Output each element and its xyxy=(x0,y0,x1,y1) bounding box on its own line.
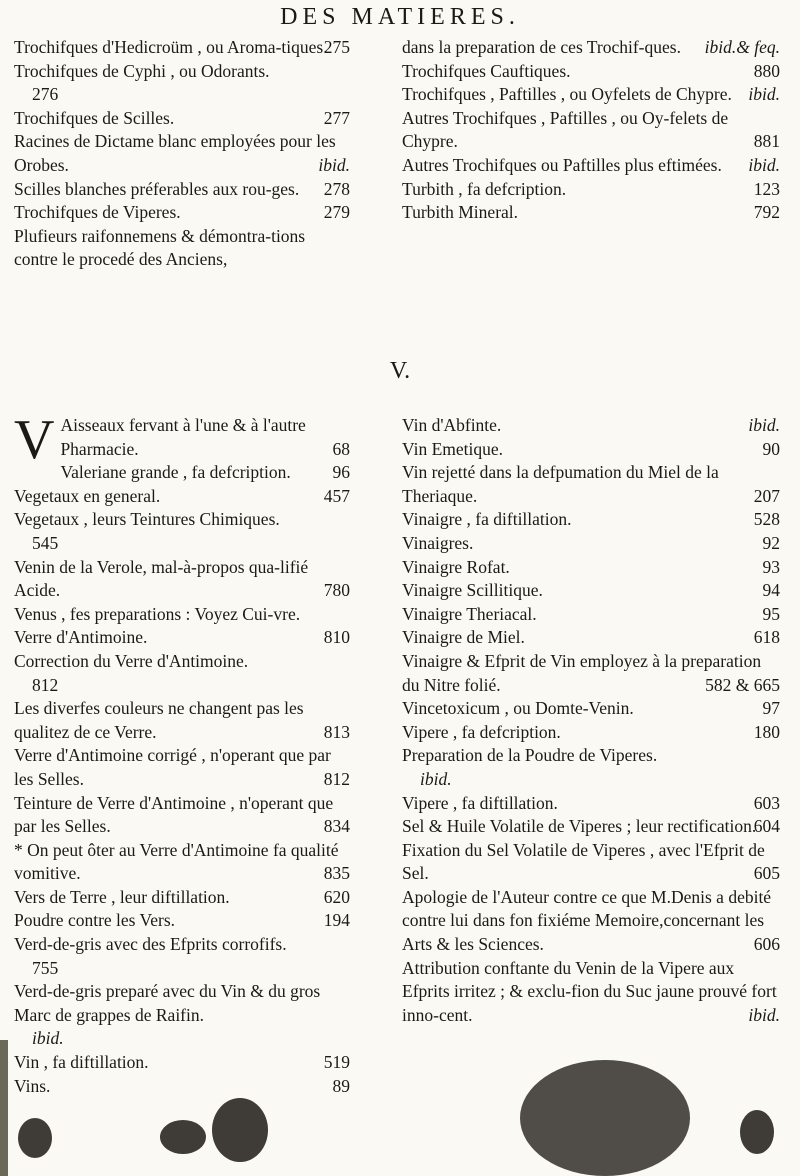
index-entry-page-ref: 93 xyxy=(762,556,780,577)
index-entry xyxy=(14,650,350,697)
index-entry-text: Vegetaux en general. xyxy=(14,485,161,506)
index-entry xyxy=(402,556,780,580)
page-edge-shadow xyxy=(0,1040,8,1176)
index-entry xyxy=(14,178,350,202)
index-entry xyxy=(402,438,780,462)
index-entry xyxy=(14,201,350,225)
index-entry xyxy=(14,225,350,272)
index-entry xyxy=(402,697,780,721)
index-entry xyxy=(14,485,350,509)
index-entry-text: Aisseaux fervant à l'une & à l'autre Pharmacie. xyxy=(60,415,306,459)
index-entry-page-ref: 180 xyxy=(753,721,780,742)
index-entry xyxy=(14,36,350,60)
index-entry-page-ref: 68 xyxy=(332,438,350,459)
index-entry-text: Trochifques Cauftiques. xyxy=(402,60,571,81)
index-entry-text: Vin rejetté dans la defpumation du Miel de la Theriaque. xyxy=(402,462,719,506)
index-entry-page-ref: 582 & 665 xyxy=(705,674,780,695)
index-entry-text: Valeriane grande , fa defcription. xyxy=(60,462,291,483)
index-entry-page-ref: 880 xyxy=(753,60,780,81)
index-entry xyxy=(14,60,350,107)
index-entry-text: Vincetoxicum , ou Domte-Venin. xyxy=(402,698,634,719)
index-entry-page-ref: ibid. xyxy=(748,415,780,435)
index-entry-page-ref: 90 xyxy=(762,438,780,459)
index-entry-page-ref: 94 xyxy=(762,580,780,601)
index-entry-text: Vegetaux , leurs Teintures Chimiques. xyxy=(14,509,280,530)
index-entry-page-ref: 810 xyxy=(323,627,350,648)
index-entry-text: Vinaigre de Miel. xyxy=(402,627,525,648)
index-entry xyxy=(402,886,780,957)
index-entry-text: Vinaigres. xyxy=(402,532,474,553)
index-entry-page-ref: 792 xyxy=(753,202,780,223)
index-entry-page-ref: 606 xyxy=(753,934,780,955)
index-entry-page-ref: 276 xyxy=(32,84,59,105)
index-entry-page-ref: 881 xyxy=(753,131,780,152)
index-entry-page-ref: 812 xyxy=(323,768,350,789)
index-entry xyxy=(402,532,780,556)
index-entry-text: Correction du Verre d'Antimoine. xyxy=(14,650,249,671)
index-entry xyxy=(14,744,350,791)
index-entry xyxy=(402,60,780,84)
index-entry-page-ref: 95 xyxy=(762,603,780,624)
index-entry-page-ref: 457 xyxy=(323,485,350,506)
index-entry xyxy=(14,409,350,471)
index-entry-text: Vinaigre Scillitique. xyxy=(402,580,543,601)
index-entry-page-ref: 835 xyxy=(323,863,350,884)
index-entry xyxy=(14,980,350,1051)
index-entry xyxy=(14,697,350,744)
index-entry xyxy=(14,1075,350,1099)
index-entry xyxy=(14,933,350,980)
index-entry xyxy=(402,178,780,202)
index-entry-page-ref: 780 xyxy=(323,580,350,601)
index-entry-text: Verd-de-gris avec des Efprits corrofifs. xyxy=(14,934,287,955)
index-entry-text: Trochifques d'Hedicroüm , ou Aroma-tiques. xyxy=(14,37,328,57)
index-entry-page-ref: 528 xyxy=(753,509,780,530)
index-entry-page-ref: 618 xyxy=(753,627,780,648)
index-entry-text: Vipere , fa defcription. xyxy=(402,721,561,742)
index-entry xyxy=(402,83,780,107)
index-entry-page-ref: 519 xyxy=(323,1052,350,1073)
index-entry-page-ref: ibid. xyxy=(748,84,780,105)
index-entry-text: Vin Emetique. xyxy=(402,438,504,459)
index-entry xyxy=(402,721,780,745)
index-entry-text: Vinaigre Theriacal. xyxy=(402,603,537,624)
index-entry xyxy=(402,508,780,532)
index-entry-text: Turbith , fa defcription. xyxy=(402,178,567,199)
ink-stain xyxy=(740,1110,774,1154)
index-entry-text: Sel & Huile Volatile de Viperes ; leur rectification. xyxy=(402,816,757,837)
index-entry-text: Vipere , fa diftillation. xyxy=(402,792,558,813)
index-entry-text: Poudre contre les Vers. xyxy=(14,910,176,931)
index-entry xyxy=(402,579,780,603)
index-entry-page-ref: 92 xyxy=(762,532,780,553)
index-entry-text: Turbith Mineral. xyxy=(402,202,519,223)
index-entry-page-ref: ibid. xyxy=(420,768,452,789)
index-entry xyxy=(402,650,780,697)
index-entry-page-ref: 207 xyxy=(753,485,780,506)
index-entry-text: Venin de la Verole, mal-à-propos qua-lifié Acide. xyxy=(14,556,309,601)
section-heading xyxy=(0,358,800,385)
index-entry xyxy=(402,839,780,886)
header-title: DES MATIERES. xyxy=(280,4,520,30)
index-entry-text: * On peut ôter au Verre d'Antimoine fa qualité vomitive. xyxy=(14,839,339,884)
index-entry xyxy=(402,154,780,178)
drop-cap-letter: V xyxy=(14,409,55,471)
ink-stain xyxy=(18,1118,52,1158)
index-column-bottom-left xyxy=(14,409,350,1098)
index-entry xyxy=(402,414,780,438)
index-entry-text: Autres Trochifques ou Paftilles plus eftimées. xyxy=(402,154,722,175)
index-entry xyxy=(14,556,350,603)
index-entry-page-ref: ibid. xyxy=(318,154,350,175)
index-entry xyxy=(14,508,350,555)
index-entry xyxy=(402,201,780,225)
index-entry-text: Autres Trochifques , Paftilles , ou Oy-felets de Chypre. xyxy=(402,107,729,152)
index-entry-page-ref: ibid. xyxy=(32,1028,64,1049)
index-entry-page-ref: 275 xyxy=(323,37,350,57)
index-entry-page-ref: 604 xyxy=(753,816,780,837)
index-entry xyxy=(14,909,350,933)
index-entry xyxy=(402,603,780,627)
index-entry-text: Racines de Dictame blanc employées pour les Orobes. xyxy=(14,131,336,175)
index-entry-page-ref: 123 xyxy=(753,178,780,199)
index-entry-page-ref: 545 xyxy=(32,532,59,553)
index-entry-text: Verd-de-gris preparé avec du Vin & du gros Marc de grappes de Raifin. xyxy=(14,981,321,1025)
index-entry xyxy=(402,744,780,791)
index-entry-page-ref: 278 xyxy=(323,178,350,199)
index-entry xyxy=(14,839,350,886)
index-entry-text: Trochifques , Paftilles , ou Oyfelets de Chypre. xyxy=(402,84,732,105)
ink-stain xyxy=(160,1120,206,1154)
index-entry-text: Les diverfes couleurs ne changent pas les qualitez de ce Verre. xyxy=(14,698,304,742)
index-entry-page-ref: 194 xyxy=(323,910,350,931)
index-entry-text: Plufieurs raifonnemens & démontra-tions contre le procedé des Anciens, xyxy=(14,225,306,270)
index-entry-text: dans la preparation de ces Trochif-ques. xyxy=(402,37,681,57)
index-entry-text: Vin , fa diftillation. xyxy=(14,1052,149,1073)
index-entry xyxy=(402,815,780,839)
index-entry-text: Verre d'Antimoine. xyxy=(14,627,148,648)
index-entry-page-ref: ibid.& feq. xyxy=(704,37,780,57)
index-entry xyxy=(14,603,350,627)
index-entry-page-ref: 812 xyxy=(32,674,59,695)
index-entry xyxy=(402,626,780,650)
index-entry xyxy=(14,1051,350,1075)
index-entry-page-ref: 96 xyxy=(332,462,350,483)
index-entry-page-ref: ibid. xyxy=(748,154,780,175)
index-entry-page-ref: 89 xyxy=(332,1075,350,1096)
ink-stain xyxy=(212,1098,268,1162)
index-entry-page-ref: 279 xyxy=(323,202,350,223)
index-entry-text: Trochifques de Cyphi , ou Odorants. xyxy=(14,60,270,81)
index-entry xyxy=(402,792,780,816)
index-entry-page-ref: 277 xyxy=(323,107,350,128)
index-entry xyxy=(14,626,350,650)
section-letter: V. xyxy=(389,358,411,384)
index-column-bottom-right xyxy=(402,414,780,1027)
index-entry-text: Trochifques de Viperes. xyxy=(14,202,181,223)
index-entry-text: Vins. xyxy=(14,1075,51,1096)
index-entry-text: Vinaigre Rofat. xyxy=(402,556,510,577)
index-entry-text: Scilles blanches préferables aux rou-ges. xyxy=(14,178,300,199)
index-column-top-left xyxy=(14,36,350,272)
index-entry-page-ref: 605 xyxy=(753,863,780,884)
index-entry xyxy=(14,107,350,131)
index-entry-page-ref: 755 xyxy=(32,957,59,978)
index-entry-page-ref: 620 xyxy=(323,886,350,907)
index-entry-text: Attribution conftante du Venin de la Vipere aux Efprits irritez ; & exclu-fion du Suc jaune prouvé fort inno-cent. xyxy=(402,957,777,1025)
index-entry-text: Vers de Terre , leur diftillation. xyxy=(14,886,230,907)
index-entry-text: Vin d'Abfinte. xyxy=(402,415,502,435)
index-entry-text: Apologie de l'Auteur contre ce que M.Denis a debité contre lui dans fon fixiéme Memoire,concernant les Arts & les Sciences. xyxy=(402,886,772,955)
index-entry-page-ref: ibid. xyxy=(748,1004,780,1025)
index-entry xyxy=(14,130,350,177)
index-entry-text: Teinture de Verre d'Antimoine , n'operant que par les Selles. xyxy=(14,792,334,837)
index-entry-text: Trochifques de Scilles. xyxy=(14,107,175,128)
index-entry xyxy=(402,957,780,1028)
index-entry xyxy=(14,461,350,485)
index-entry-page-ref: 813 xyxy=(323,721,350,742)
index-entry-page-ref: 834 xyxy=(323,816,350,837)
index-column-top-right xyxy=(402,36,780,225)
index-entry-text: Venus , fes preparations : Voyez Cui-vre. xyxy=(14,603,301,624)
page-header xyxy=(0,4,800,31)
index-entry-text: Preparation de la Poudre de Viperes. xyxy=(402,745,658,766)
index-entry-text: Vinaigre , fa diftillation. xyxy=(402,509,572,530)
index-entry-text: Vinaigre & Efprit de Vin employez à la preparation du Nitre folié. xyxy=(402,650,762,695)
index-entry xyxy=(402,461,780,508)
index-entry-text: Fixation du Sel Volatile de Viperes , avec l'Efprit de Sel. xyxy=(402,839,765,884)
index-entry-page-ref: 97 xyxy=(762,698,780,719)
index-entry xyxy=(402,36,780,60)
index-entry-page-ref: 603 xyxy=(753,792,780,813)
index-entry-text: Verre d'Antimoine corrigé , n'operant que par les Selles. xyxy=(14,745,331,789)
index-entry xyxy=(402,107,780,154)
ink-stain xyxy=(520,1060,690,1176)
index-entry xyxy=(14,886,350,910)
index-entry xyxy=(14,792,350,839)
